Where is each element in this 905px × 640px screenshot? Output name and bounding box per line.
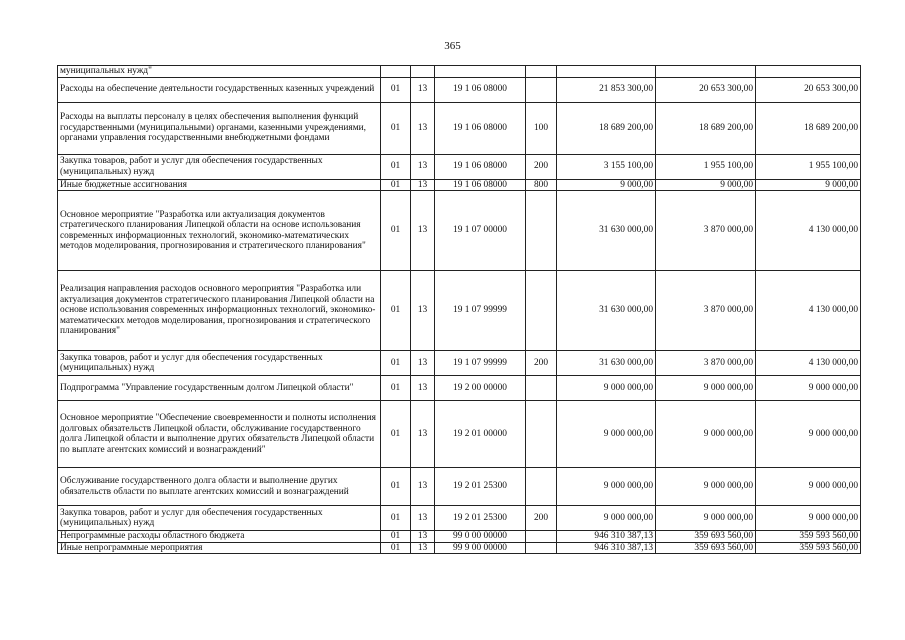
row-sum1-cell: 946 310 387,13 [557, 531, 656, 543]
row-subsection-cell: 13 [411, 401, 435, 468]
row-sum1-cell: 31 630 000,00 [557, 351, 656, 376]
row-name-cell: Основное мероприятие "Обеспечение своевременности и полноты исполнения долговых обязательств Липецкой области, обслуживание государственного долга Липецкой области и выполнение других обязательств Липецкой области по выплате агентских комиссий и вознаграждений" [58, 401, 381, 468]
table-row [58, 506, 861, 531]
row-section-cell: 01 [381, 191, 411, 271]
row-name-cell: Подпрограмма "Управление государственным долгом Липецкой области" [58, 376, 381, 401]
row-expense-type-cell [526, 191, 557, 271]
row-subsection-cell: 13 [411, 154, 435, 179]
row-sum1-cell: 18 689 200,00 [557, 102, 656, 154]
row-article-cell: 19 1 06 08000 [435, 77, 526, 102]
row-sum1-cell: 946 310 387,13 [557, 542, 656, 554]
row-sum3-cell: 4 130 000,00 [756, 271, 861, 351]
row-expense-type-cell: 800 [526, 179, 557, 191]
row-sum1-cell: 31 630 000,00 [557, 271, 656, 351]
row-subsection-cell [411, 66, 435, 78]
table-row [58, 542, 861, 554]
row-sum1-cell: 9 000 000,00 [557, 468, 656, 506]
row-sum1-cell: 9 000 000,00 [557, 506, 656, 531]
row-sum2-cell [656, 66, 756, 78]
row-name-cell: Основное мероприятие "Разработка или актуализация документов стратегического планирования Липецкой области на основе использования современных информационных технологий, экономико-математических методов моделирования, прогнозирования и стратегического планирования" [58, 191, 381, 271]
row-subsection-cell: 13 [411, 468, 435, 506]
row-article-cell: 19 2 00 00000 [435, 376, 526, 401]
row-name-cell: Закупка товаров, работ и услуг для обеспечения государственных (муниципальных) нужд [58, 351, 381, 376]
row-sum2-cell: 1 955 100,00 [656, 154, 756, 179]
row-section-cell: 01 [381, 351, 411, 376]
table-row [58, 531, 861, 543]
row-section-cell: 01 [381, 401, 411, 468]
row-article-cell: 19 1 07 99999 [435, 271, 526, 351]
row-article-cell: 19 1 06 08000 [435, 154, 526, 179]
row-name-cell: Иные бюджетные ассигнования [58, 179, 381, 191]
row-name-cell: Закупка товаров, работ и услуг для обеспечения государственных (муниципальных) нужд [58, 506, 381, 531]
row-expense-type-cell: 100 [526, 102, 557, 154]
row-subsection-cell: 13 [411, 179, 435, 191]
row-article-cell: 19 1 06 08000 [435, 179, 526, 191]
row-subsection-cell: 13 [411, 351, 435, 376]
row-name-cell: Закупка товаров, работ и услуг для обеспечения государственных (муниципальных) нужд [58, 154, 381, 179]
table-row [58, 154, 861, 179]
row-sum3-cell: 9 000,00 [756, 179, 861, 191]
row-expense-type-cell [526, 468, 557, 506]
row-sum2-cell: 3 870 000,00 [656, 271, 756, 351]
row-article-cell: 19 1 07 00000 [435, 191, 526, 271]
row-article-cell: 19 2 01 00000 [435, 401, 526, 468]
row-article-cell: 99 0 00 00000 [435, 531, 526, 543]
budget-table [57, 65, 861, 554]
row-sum3-cell: 1 955 100,00 [756, 154, 861, 179]
row-sum3-cell: 4 130 000,00 [756, 191, 861, 271]
row-expense-type-cell [526, 542, 557, 554]
row-sum2-cell: 359 693 560,00 [656, 531, 756, 543]
row-section-cell: 01 [381, 271, 411, 351]
row-section-cell: 01 [381, 542, 411, 554]
row-article-cell: 99 9 00 00000 [435, 542, 526, 554]
row-sum3-cell: 9 000 000,00 [756, 376, 861, 401]
row-expense-type-cell [526, 66, 557, 78]
row-sum2-cell: 9 000 000,00 [656, 401, 756, 468]
row-name-cell: Обслуживание государственного долга области и выполнение других обязательств области по выплате агентских комиссий и вознаграждений [58, 468, 381, 506]
row-article-cell: 19 2 01 25300 [435, 468, 526, 506]
row-name-cell: Иные непрограммные мероприятия [58, 542, 381, 554]
row-expense-type-cell [526, 271, 557, 351]
table-row [58, 468, 861, 506]
row-sum2-cell: 3 870 000,00 [656, 351, 756, 376]
row-sum1-cell: 9 000 000,00 [557, 401, 656, 468]
row-sum2-cell: 3 870 000,00 [656, 191, 756, 271]
row-subsection-cell: 13 [411, 77, 435, 102]
row-article-cell [435, 66, 526, 78]
row-subsection-cell: 13 [411, 191, 435, 271]
row-expense-type-cell [526, 77, 557, 102]
table-body [58, 66, 861, 554]
row-expense-type-cell [526, 531, 557, 543]
row-sum3-cell: 18 689 200,00 [756, 102, 861, 154]
row-article-cell: 19 1 07 99999 [435, 351, 526, 376]
row-name-cell: Расходы на обеспечение деятельности государственных казенных учреждений [58, 77, 381, 102]
row-article-cell: 19 2 01 25300 [435, 506, 526, 531]
row-section-cell: 01 [381, 154, 411, 179]
row-subsection-cell: 13 [411, 531, 435, 543]
row-sum2-cell: 18 689 200,00 [656, 102, 756, 154]
row-expense-type-cell [526, 401, 557, 468]
row-sum1-cell: 9 000 000,00 [557, 376, 656, 401]
row-sum3-cell: 359 593 560,00 [756, 542, 861, 554]
table-row [58, 77, 861, 102]
row-expense-type-cell: 200 [526, 154, 557, 179]
row-expense-type-cell: 200 [526, 351, 557, 376]
table-row [58, 401, 861, 468]
row-sum1-cell: 3 155 100,00 [557, 154, 656, 179]
row-name-cell: Реализация направления расходов основного мероприятия "Разработка или актуализация документов стратегического планирования Липецкой области на основе использования современных информационных технологий, экономико-математических методов моделирования, прогнозирования и стратегического планирования" [58, 271, 381, 351]
row-subsection-cell: 13 [411, 506, 435, 531]
row-sum1-cell: 21 853 300,00 [557, 77, 656, 102]
row-section-cell: 01 [381, 531, 411, 543]
row-sum1-cell: 9 000,00 [557, 179, 656, 191]
row-sum1-cell: 31 630 000,00 [557, 191, 656, 271]
table-row [58, 102, 861, 154]
row-name-cell: Расходы на выплаты персоналу в целях обеспечения выполнения функций государственными (муниципальными) органами, казенными учреждениями, органами управления государственными внебюджетными фондами [58, 102, 381, 154]
row-name-cell: Непрограммные расходы областного бюджета [58, 531, 381, 543]
row-section-cell: 01 [381, 506, 411, 531]
row-sum3-cell: 359 593 560,00 [756, 531, 861, 543]
table-row [58, 191, 861, 271]
row-sum3-cell [756, 66, 861, 78]
row-name-cell: муниципальных нужд" [58, 66, 381, 78]
row-subsection-cell: 13 [411, 271, 435, 351]
row-sum3-cell: 9 000 000,00 [756, 468, 861, 506]
page-number: 365 [444, 40, 461, 52]
row-section-cell: 01 [381, 376, 411, 401]
row-sum2-cell: 20 653 300,00 [656, 77, 756, 102]
row-expense-type-cell: 200 [526, 506, 557, 531]
row-subsection-cell: 13 [411, 542, 435, 554]
row-sum3-cell: 20 653 300,00 [756, 77, 861, 102]
row-section-cell: 01 [381, 468, 411, 506]
table-row [58, 376, 861, 401]
row-section-cell: 01 [381, 179, 411, 191]
row-sum2-cell: 9 000 000,00 [656, 506, 756, 531]
row-subsection-cell: 13 [411, 376, 435, 401]
table-row [58, 351, 861, 376]
row-sum2-cell: 9 000 000,00 [656, 376, 756, 401]
row-sum3-cell: 9 000 000,00 [756, 401, 861, 468]
table-row [58, 271, 861, 351]
table-row [58, 66, 861, 78]
row-expense-type-cell [526, 376, 557, 401]
row-article-cell: 19 1 06 08000 [435, 102, 526, 154]
row-sum2-cell: 9 000,00 [656, 179, 756, 191]
row-sum2-cell: 9 000 000,00 [656, 468, 756, 506]
row-sum2-cell: 359 693 560,00 [656, 542, 756, 554]
row-section-cell: 01 [381, 102, 411, 154]
row-sum3-cell: 9 000 000,00 [756, 506, 861, 531]
row-sum3-cell: 4 130 000,00 [756, 351, 861, 376]
row-section-cell: 01 [381, 77, 411, 102]
row-section-cell [381, 66, 411, 78]
row-subsection-cell: 13 [411, 102, 435, 154]
row-sum1-cell [557, 66, 656, 78]
table-row [58, 179, 861, 191]
